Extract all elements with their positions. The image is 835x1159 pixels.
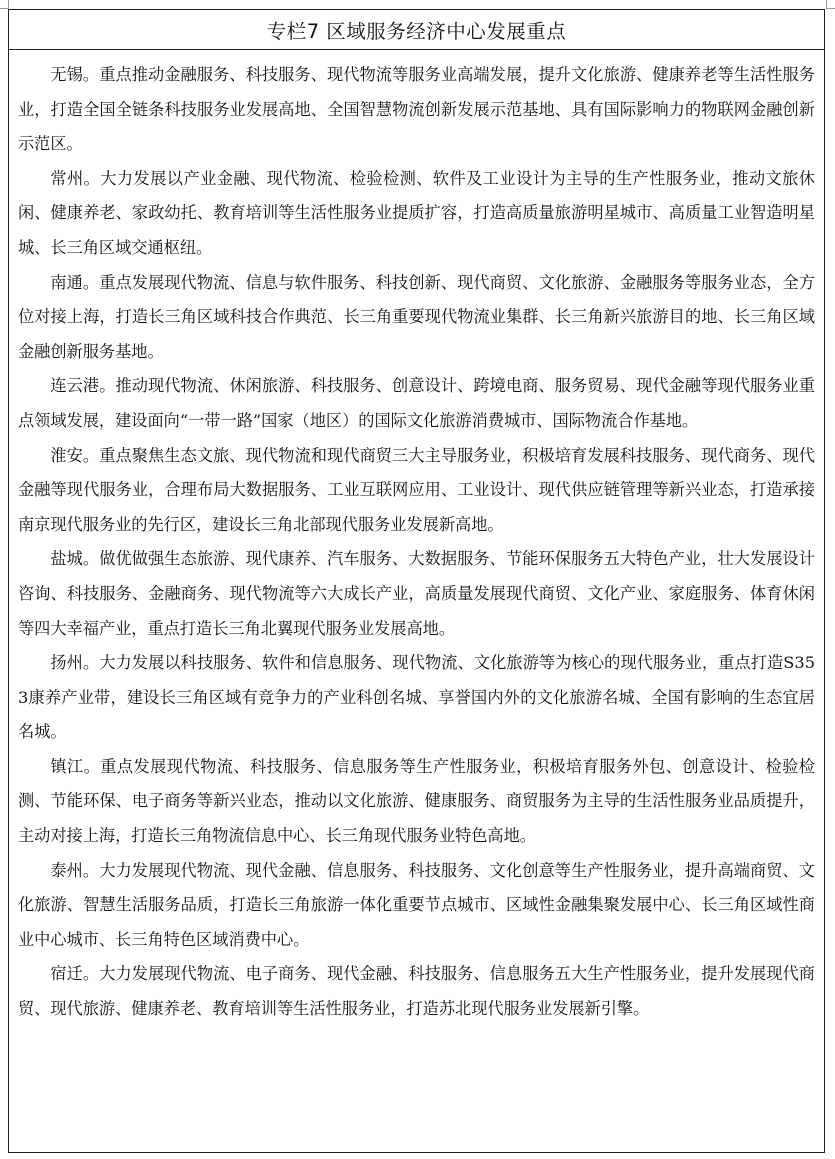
paragraph-yangzhou: 扬州。大力发展以科技服务、软件和信息服务、现代物流、文化旅游等为核心的现代服务业，重点打造S353康养产业带，建设长三角区域有竞争力的产业科创名城、享誉国内外的文化旅游名城、全国有影响的生态宜居名城。 <box>18 653 815 742</box>
crop-mark-top-right <box>826 0 835 9</box>
column-box <box>8 9 825 1153</box>
paragraph-yancheng: 盐城。做优做强生态旅游、现代康养、汽车服务、大数据服务、节能环保服务五大特色产业，壮大发展设计咨询、科技服务、金融商务、现代物流等六大成长产业，高质量发展现代商贸、文化产业、家庭服务、体育休闲等四大幸福产业，重点打造长三角北翼现代服务业发展高地。 <box>18 549 815 638</box>
paragraph-huaian: 淮安。重点聚焦生态文旅、现代物流和现代商贸三大主导服务业，积极培育发展科技服务、现代商务、现代金融等现代服务业，合理布局大数据服务、工业互联网应用、工业设计、现代供应链管理等新兴业态，打造承接南京现代服务业的先行区，建设长三角北部现代服务业发展新高地。 <box>18 445 815 534</box>
paragraph-wuxi: 无锡。重点推动金融服务、科技服务、现代物流等服务业高端发展，提升文化旅游、健康养老等生活性服务业，打造全国全链条科技服务业发展高地、全国智慧物流创新发展示范基地、具有国际影响力的物联网金融创新示范区。 <box>18 65 815 154</box>
column-body <box>9 50 824 1027</box>
column-header <box>9 10 824 50</box>
paragraph-lianyungang: 连云港。推动现代物流、休闲旅游、科技服务、创意设计、跨境电商、服务贸易、现代金融等现代服务业重点领域发展，建设面向“一带一路”国家（地区）的国际文化旅游消费城市、国际物流合作基地。 <box>18 376 815 430</box>
paragraph-changzhou: 常州。大力发展以产业金融、现代物流、检验检测、软件及工业设计为主导的生产性服务业，推动文旅休闲、健康养老、家政幼托、教育培训等生活性服务业提质扩容，打造高质量旅游明星城市、高质量工业智造明星城、长三角区域交通枢纽。 <box>18 168 815 257</box>
paragraph-zhenjiang: 镇江。重点发展现代物流、科技服务、信息服务等生产性服务业，积极培育服务外包、创意设计、检验检测、节能环保、电子商务等新兴业态，推动以文化旅游、健康服务、商贸服务为主导的生活性服务业品质提升，主动对接上海，打造长三角物流信息中心、长三角现代服务业特色高地。 <box>18 756 815 846</box>
column-title: 专栏7 区域服务经济中心发展重点 <box>266 19 567 43</box>
paragraph-taizhou: 泰州。大力发展现代物流、现代金融、信息服务、科技服务、文化创意等生产性服务业，提升高端商贸、文化旅游、智慧生活服务品质，打造长三角旅游一体化重要节点城市、区域性金融集聚发展中心、长三角区域性商业中心城市、长三角特色区域消费中心。 <box>18 860 815 949</box>
paragraph-suqian: 宿迁。大力发展现代物流、电子商务、现代金融、科技服务、信息服务五大生产性服务业，提升发展现代商贸、现代旅游、健康养老、教育培训等生活性服务业，打造苏北现代服务业发展新引擎。 <box>18 964 815 1019</box>
crop-mark-top-left <box>0 0 9 9</box>
paragraph-nantong: 南通。重点发展现代物流、信息与软件服务、科技创新、现代商贸、文化旅游、金融服务等服务业态，全方位对接上海，打造长三角区域科技合作典范、长三角重要现代物流业集群、长三角新兴旅游目的地、长三角区域金融创新服务基地。 <box>18 272 815 361</box>
